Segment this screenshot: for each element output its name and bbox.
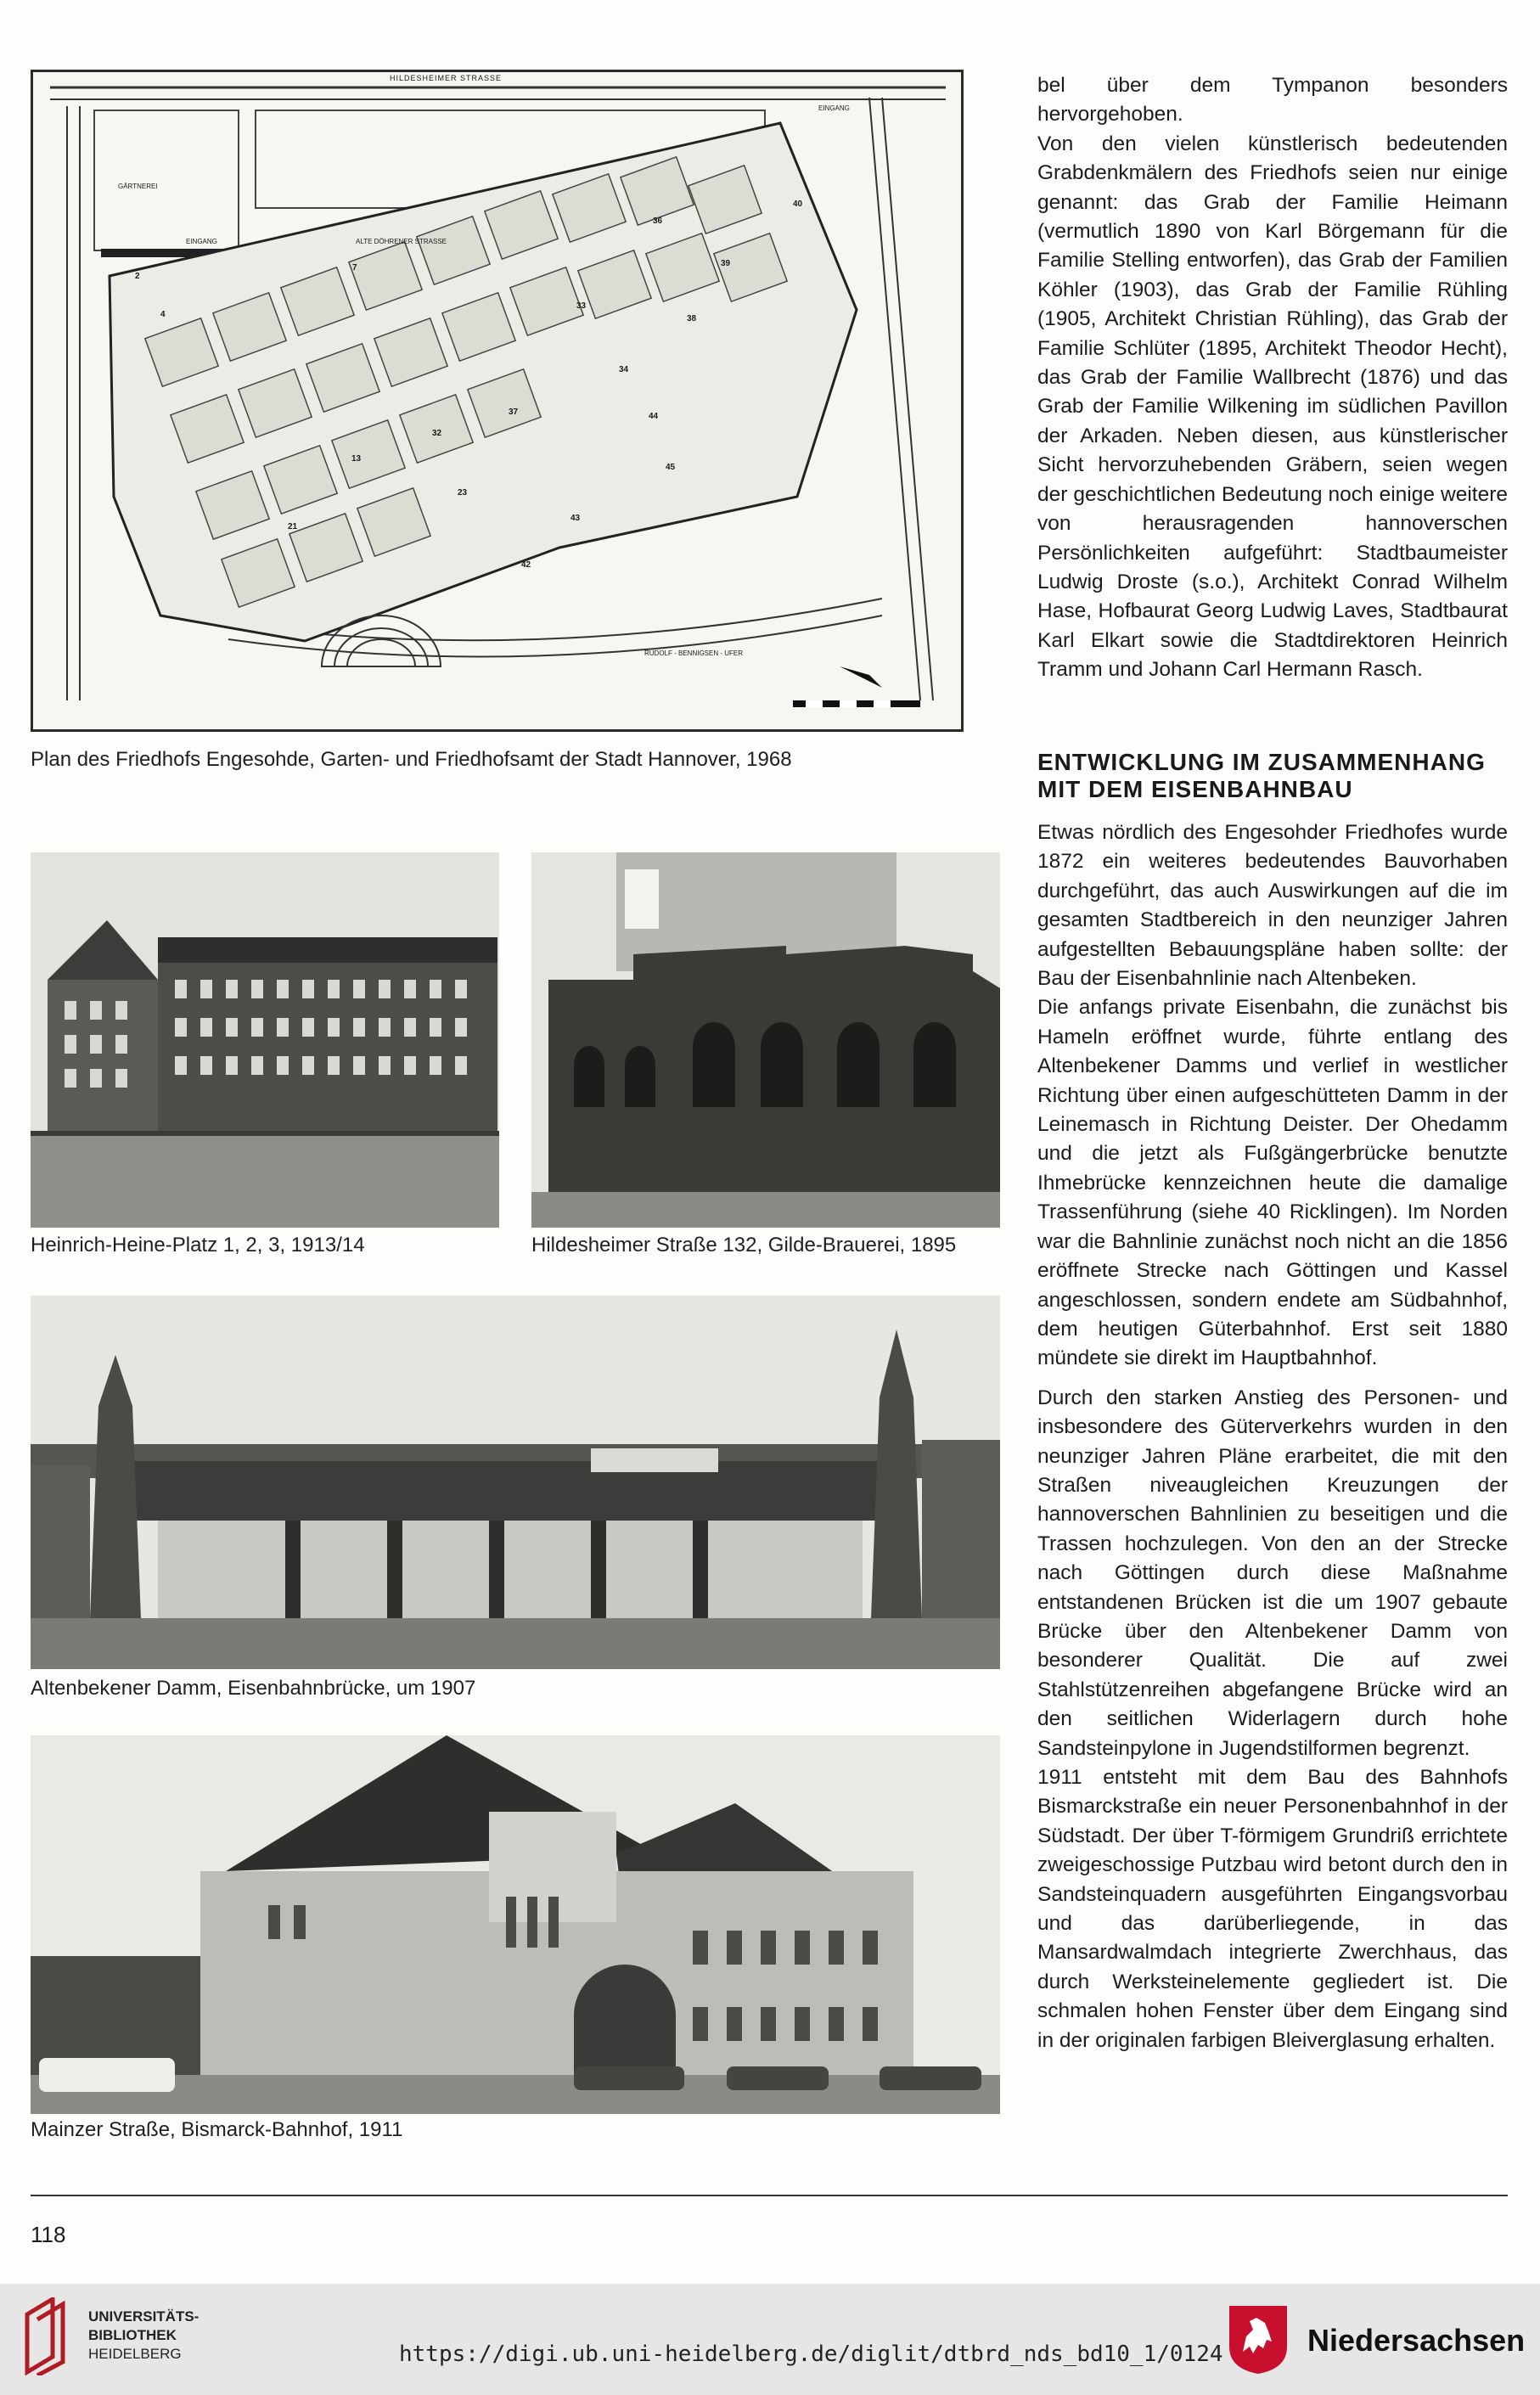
map-number: 39 bbox=[721, 259, 731, 268]
map-number: 40 bbox=[793, 200, 803, 209]
photo2-caption: Hildesheimer Straße 132, Gilde-Brauerei, 1895 bbox=[531, 1234, 957, 1257]
paragraph: bel über dem Tympanon besonders hervorgehoben. bbox=[1037, 74, 1508, 126]
map-number: 36 bbox=[653, 216, 663, 226]
paragraph: Die anfangs private Eisenbahn, die zunächst bis Hameln eröffnet wurde, führte entlang des Altenbekener Damms und verlief in westlicher Richtung über einen aufgeschütteten Damm in der Leinemasch in Richtung Deister. Der Ohedamm und die jetzt als Fußgängerbrücke benutzte Ihmebrücke kennzeichnen heute die damalige Trassenführung (siehe 40 Ricklingen). Im Norden war die Bahnlinie zunächst noch nicht an die 1856 eröffnete Strecke nach Göttingen und Kassel angeschlossen, sondern endete am Südbahnhof, dem heutigen Güterbahnhof. Erst seit 1880 mündete sie direkt im Hauptbahnhof. bbox=[1037, 996, 1508, 1370]
paragraph: 1911 entsteht mit dem Bau des Bahnhofs Bismarckstraße ein neuer Personenbahnhof in der Südstadt. Der über T-förmigem Grundriß errichtete zweigeschossige Putzbau wird betont durch den in Sandsteinquadern ausgeführten Eingangsvorbau und das darüberliegende, in das Mansardwalmdach integrierte Zwerchhaus, das durch Werksteinelemente gegliedert ist. Die schmalen hohen Fenster über dem Eingang sind in der originalen farbigen Bleiverglasung erhalten. bbox=[1037, 1766, 1508, 2052]
column-intro bbox=[1037, 71, 1508, 685]
map-number: 43 bbox=[570, 514, 581, 523]
niedersachsen-horse-crest-icon bbox=[1228, 2304, 1289, 2375]
map-label-gaertnerei: GÄRTNEREI bbox=[118, 183, 158, 190]
paragraph: Von den vielen künstlerisch bedeutenden Grabdenkmälern des Friedhofs seien nur einige genannt: das Grab der Familie Heimann (vermutlich 1890 von Karl Börgemann für die Familie Stelling entworfen), das Grab der Familien Köhler (1903), das Grab der Familie Rühling (1905, Architekt Christian Rühling), das Grab der Familie Schlüter (1895, Architekt Theodor Hecht), das Grab der Familie Wallbrecht (1876) und das Grab der Familie Wilkening im südlichen Pavillon der Arkaden. Neben diesen, aus künstlerischer Sicht hervorzuhebenden Gräbern, seien wegen der geschichtlichen Bedeutung noch einige weitere von herausragenden hannoverschen Persönlichkeiten aufgeführt: Stadtbaumeister Ludwig Droste (s.o.), Architekt Conrad Wilhelm Hase, Hofbaurat Georg Ludwig Laves, Stadtbaurat Karl Elkart sowie die Stadtdirektoren Heinrich Tramm und Johann Carl Hermann Rasch. bbox=[1037, 132, 1508, 682]
map-number: 2 bbox=[135, 272, 140, 281]
footer-rule bbox=[31, 2195, 1508, 2196]
map-number: 32 bbox=[432, 429, 442, 438]
niedersachsen-label: Niedersachsen bbox=[1307, 2323, 1526, 2358]
map-number: 38 bbox=[687, 314, 697, 323]
paragraph: Durch den starken Anstieg des Personen- und insbesondere des Güterverkehrs wurden in den neunziger Jahren Pläne erarbeitet, die mit den Straßen niveaugleichen Kreuzungen der hannoverschen Bahnlinien zu beseitigen und die Trassen hochzulegen. Von den an der Strecke nach Göttingen durch diese Maßnahme entstandenen Brücken ist die um 1907 gebaute Brücke über den Altenbekener Damm von besonderer Qualität. Die auf zwei Stahlstützenreihen abgefangene Brücke wird an den seitlichen Widerlagern durch hohe Sandsteinpylone in Jugendstilformen begrenzt. bbox=[1037, 1386, 1508, 1760]
paragraph: Etwas nördlich des Engesohder Friedhofes wurde 1872 ein weiteres bedeutendes Bauvorhaben durchgeführt, das auch Auswirkungen auf die im gesamten Stadtbereich in den neunziger Jahren aufgestellten Bebauungspläne haben sollte: der Bau der Eisenbahnlinie nach Altenbeken. bbox=[1037, 821, 1508, 991]
map-number: 44 bbox=[649, 412, 659, 421]
map-number: 34 bbox=[619, 365, 629, 374]
photo1-caption: Heinrich-Heine-Platz 1, 2, 3, 1913/14 bbox=[31, 1234, 365, 1257]
university-library-logo-icon[interactable] bbox=[19, 2297, 71, 2375]
map-number: 33 bbox=[576, 301, 587, 311]
map-number: 45 bbox=[666, 463, 676, 472]
map-number: 4 bbox=[160, 310, 166, 319]
document-url-link[interactable]: https://digi.ub.uni-heidelberg.de/diglit/dtbrd_nds_bd10_1/0124 bbox=[399, 2342, 1223, 2367]
map-label-eingang-top: EINGANG bbox=[818, 104, 850, 112]
map-label-top-street: HILDESHEIMER STRASSE bbox=[390, 74, 503, 82]
photo-eisenbahnbruecke bbox=[31, 1296, 1000, 1669]
column-section bbox=[1037, 818, 1508, 2055]
map-label-eingang-left: EINGANG bbox=[186, 238, 217, 245]
page-number: 118 bbox=[31, 2222, 66, 2247]
photo-heinrich-heine-platz bbox=[31, 852, 499, 1228]
photo-gilde-brauerei bbox=[531, 852, 1000, 1228]
photo4-caption: Mainzer Straße, Bismarck-Bahnhof, 1911 bbox=[31, 2118, 403, 2141]
map-number: 42 bbox=[521, 560, 531, 570]
map-number: 37 bbox=[509, 408, 519, 417]
map-caption: Plan des Friedhofs Engesohde, Garten- und Friedhofsamt der Stadt Hannover, 1968 bbox=[31, 748, 792, 771]
library-name-line: BIBLIOTHEK bbox=[88, 2327, 177, 2343]
map-number: 21 bbox=[288, 522, 298, 531]
university-library-name bbox=[88, 2308, 199, 2364]
photo3-caption: Altenbekener Damm, Eisenbahnbrücke, um 1907 bbox=[31, 1677, 476, 1700]
map-label-bottom-street: RUDOLF - BENNIGSEN - UFER bbox=[644, 649, 744, 657]
library-name-line: UNIVERSITÄTS- bbox=[88, 2308, 200, 2325]
map-number: 23 bbox=[458, 488, 468, 498]
map-number: 7 bbox=[352, 263, 357, 273]
section-heading: ENTWICKLUNG IM ZUSAMMENHANG MIT DEM EISENBAHNBAU bbox=[1037, 749, 1486, 802]
library-name-line: HEIDELBERG bbox=[88, 2346, 182, 2362]
map-number: 13 bbox=[351, 454, 362, 464]
map-label-alte-strasse: ALTE DÖHRENER STRASSE bbox=[356, 238, 447, 245]
photo-bismarck-bahnhof bbox=[31, 1735, 1000, 2114]
cemetery-plan-map bbox=[31, 70, 964, 732]
